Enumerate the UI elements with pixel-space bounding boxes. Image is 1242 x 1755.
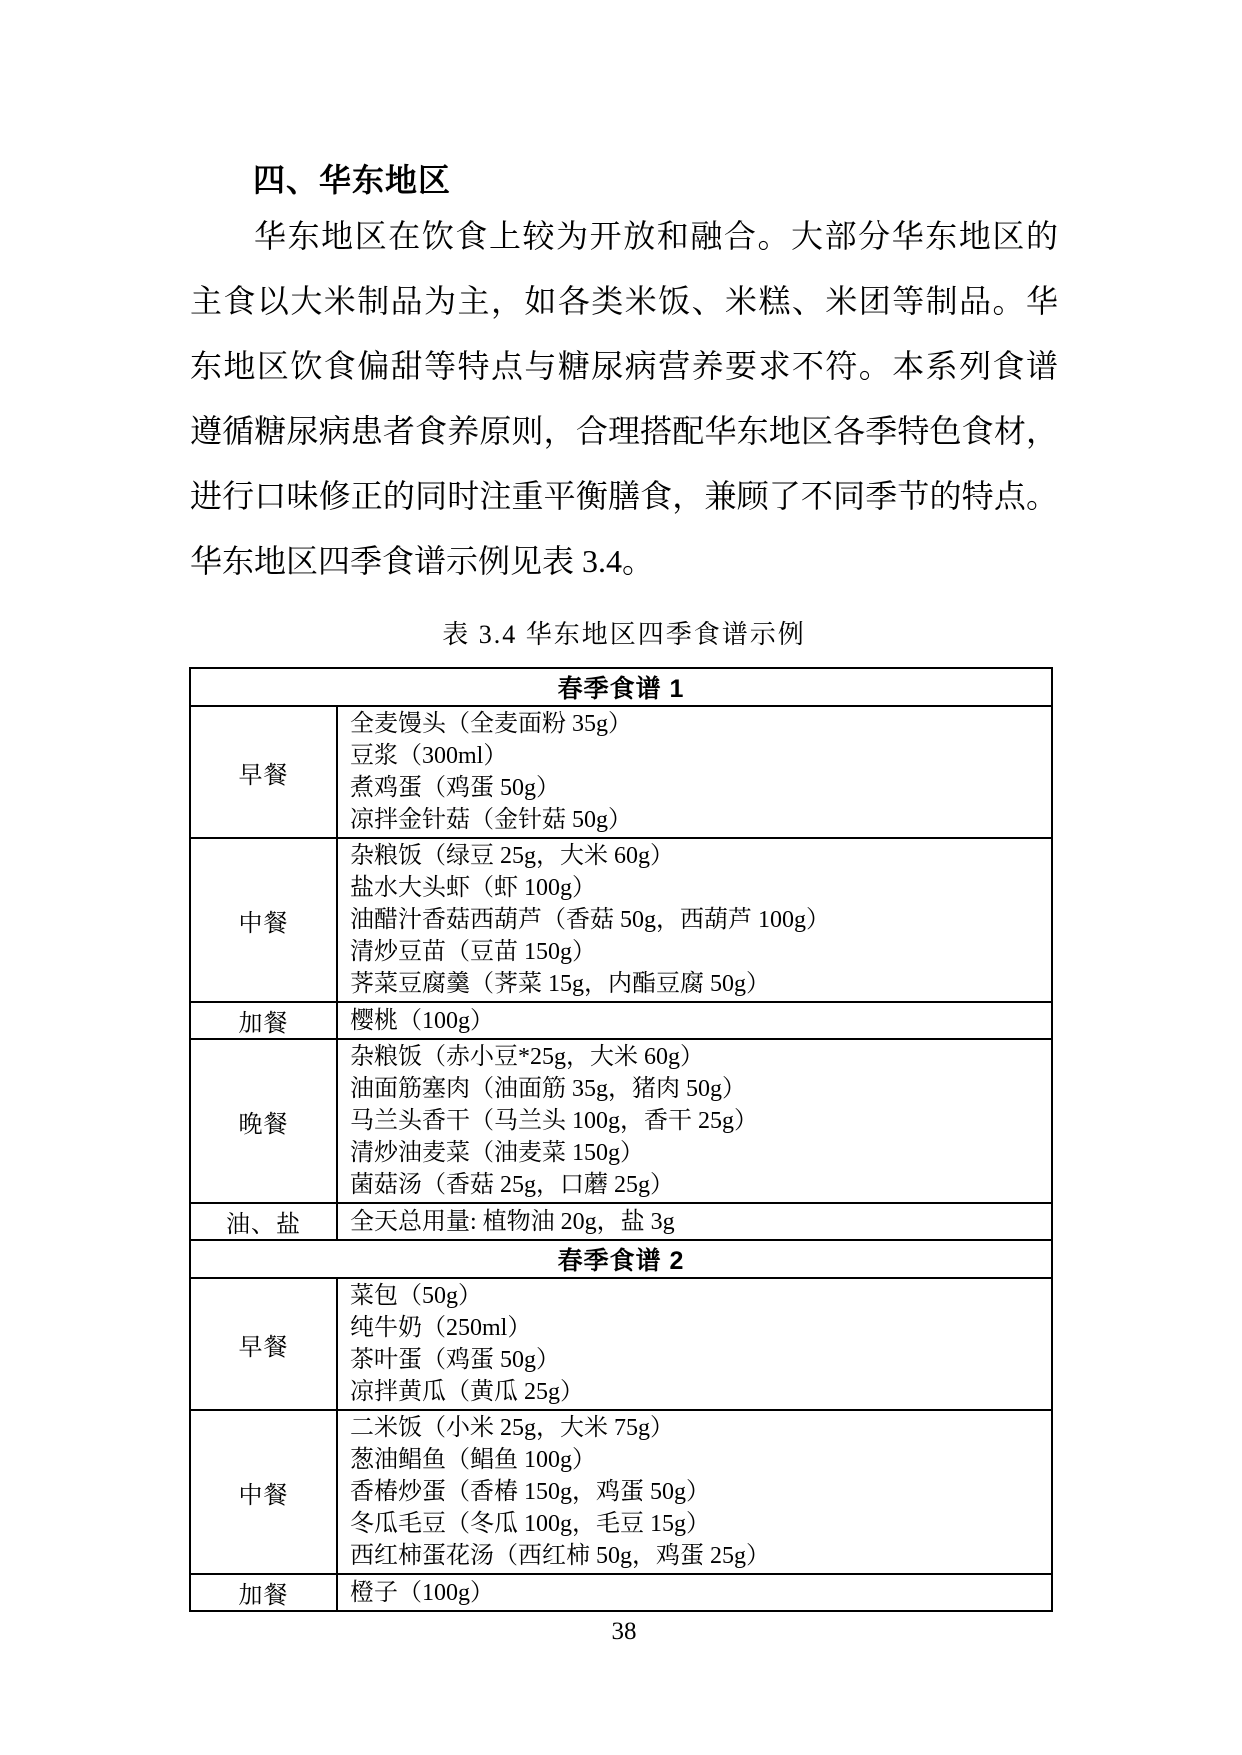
meal-row xyxy=(190,1278,1052,1410)
meal-items xyxy=(337,706,1052,838)
meal-row xyxy=(190,1574,1052,1611)
meal-row xyxy=(190,1203,1052,1240)
season-recipe-header: 春季食谱 1 xyxy=(190,668,1052,706)
meal-label: 早餐 xyxy=(190,706,337,838)
meal-items xyxy=(337,1002,1052,1039)
meal-label: 早餐 xyxy=(190,1278,337,1410)
meal-items xyxy=(337,1574,1052,1611)
paragraph-line: 遵循糖尿病患者食养原则，合理搭配华东地区各季特色食材， xyxy=(190,413,1058,449)
dish-item: 马兰头香干（马兰头 100g，香干 25g） xyxy=(350,1108,758,1134)
dish-item: 杂粮饭（绿豆 25g，大米 60g） xyxy=(350,843,674,869)
season-header-row xyxy=(190,668,1052,706)
dish-item: 香椿炒蛋（香椿 150g，鸡蛋 50g） xyxy=(350,1479,710,1505)
meal-items xyxy=(337,1039,1052,1203)
dish-item: 二米饭（小米 25g，大米 75g） xyxy=(350,1415,674,1441)
meal-items xyxy=(337,1410,1052,1574)
dish-item: 凉拌金针菇（金针菇 50g） xyxy=(350,807,632,833)
dish-item: 油醋汁香菇西葫芦（香菇 50g，西葫芦 100g） xyxy=(350,907,830,933)
meal-label: 油、盐 xyxy=(190,1203,337,1240)
dish-item: 清炒油麦菜（油麦菜 150g） xyxy=(350,1140,644,1166)
season-header-row xyxy=(190,1240,1052,1278)
meal-items xyxy=(337,1203,1052,1240)
dish-item: 菜包（50g） xyxy=(350,1283,482,1309)
season-recipe-header: 春季食谱 2 xyxy=(190,1240,1052,1278)
paragraph-line: 华东地区四季食谱示例见表 3.4。 xyxy=(190,543,655,579)
dish-item: 樱桃（100g） xyxy=(350,1007,494,1034)
recipe-table xyxy=(189,667,1053,1612)
meal-row xyxy=(190,706,1052,838)
dish-item: 油面筋塞肉（油面筋 35g，猪肉 50g） xyxy=(350,1076,746,1102)
page-number: 38 xyxy=(611,1618,637,1645)
dish-item: 煮鸡蛋（鸡蛋 50g） xyxy=(350,775,560,801)
meal-label: 加餐 xyxy=(190,1574,337,1611)
meal-row xyxy=(190,838,1052,1002)
dish-item: 菌菇汤（香菇 25g，口蘑 25g） xyxy=(350,1172,674,1198)
dish-item: 西红柿蛋花汤（西红柿 50g，鸡蛋 25g） xyxy=(350,1543,770,1569)
table-caption: 表 3.4 华东地区四季食谱示例 xyxy=(442,620,806,649)
dish-item: 杂粮饭（赤小豆*25g，大米 60g） xyxy=(350,1044,704,1070)
dish-item: 纯牛奶（250ml） xyxy=(350,1315,532,1341)
meal-row xyxy=(190,1039,1052,1203)
dish-item: 冬瓜毛豆（冬瓜 100g，毛豆 15g） xyxy=(350,1511,710,1537)
dish-item: 凉拌黄瓜（黄瓜 25g） xyxy=(350,1379,584,1405)
meal-label: 晚餐 xyxy=(190,1039,337,1203)
meal-label: 中餐 xyxy=(190,1410,337,1574)
dish-item: 茶叶蛋（鸡蛋 50g） xyxy=(350,1347,560,1373)
dish-item: 全天总用量: 植物油 20g，盐 3g xyxy=(350,1208,675,1235)
meal-items xyxy=(337,1278,1052,1410)
paragraph-line: 华东地区在饮食上较为开放和融合。大部分华东地区的 xyxy=(254,218,1058,254)
meal-items xyxy=(337,838,1052,1002)
body-paragraph xyxy=(190,204,1058,594)
paragraph-line: 进行口味修正的同时注重平衡膳食，兼顾了不同季节的特点。 xyxy=(190,478,1058,514)
meal-row xyxy=(190,1410,1052,1574)
dish-item: 葱油鲳鱼（鲳鱼 100g） xyxy=(350,1447,596,1473)
paragraph-line: 主食以大米制品为主，如各类米饭、米糕、米团等制品。华 xyxy=(190,283,1058,319)
meal-row xyxy=(190,1002,1052,1039)
dish-item: 全麦馒头（全麦面粉 35g） xyxy=(350,711,632,737)
dish-item: 橙子（100g） xyxy=(350,1579,494,1606)
dish-item: 盐水大头虾（虾 100g） xyxy=(350,875,596,901)
dish-item: 清炒豆苗（豆苗 150g） xyxy=(350,939,596,965)
meal-label: 中餐 xyxy=(190,838,337,1002)
dish-item: 豆浆（300ml） xyxy=(350,743,508,769)
section-heading: 四、华东地区 xyxy=(253,162,452,198)
dish-item: 荠菜豆腐羹（荠菜 15g，内酯豆腐 50g） xyxy=(350,971,770,997)
paragraph-line: 东地区饮食偏甜等特点与糖尿病营养要求不符。本系列食谱 xyxy=(190,348,1058,384)
meal-label: 加餐 xyxy=(190,1002,337,1039)
